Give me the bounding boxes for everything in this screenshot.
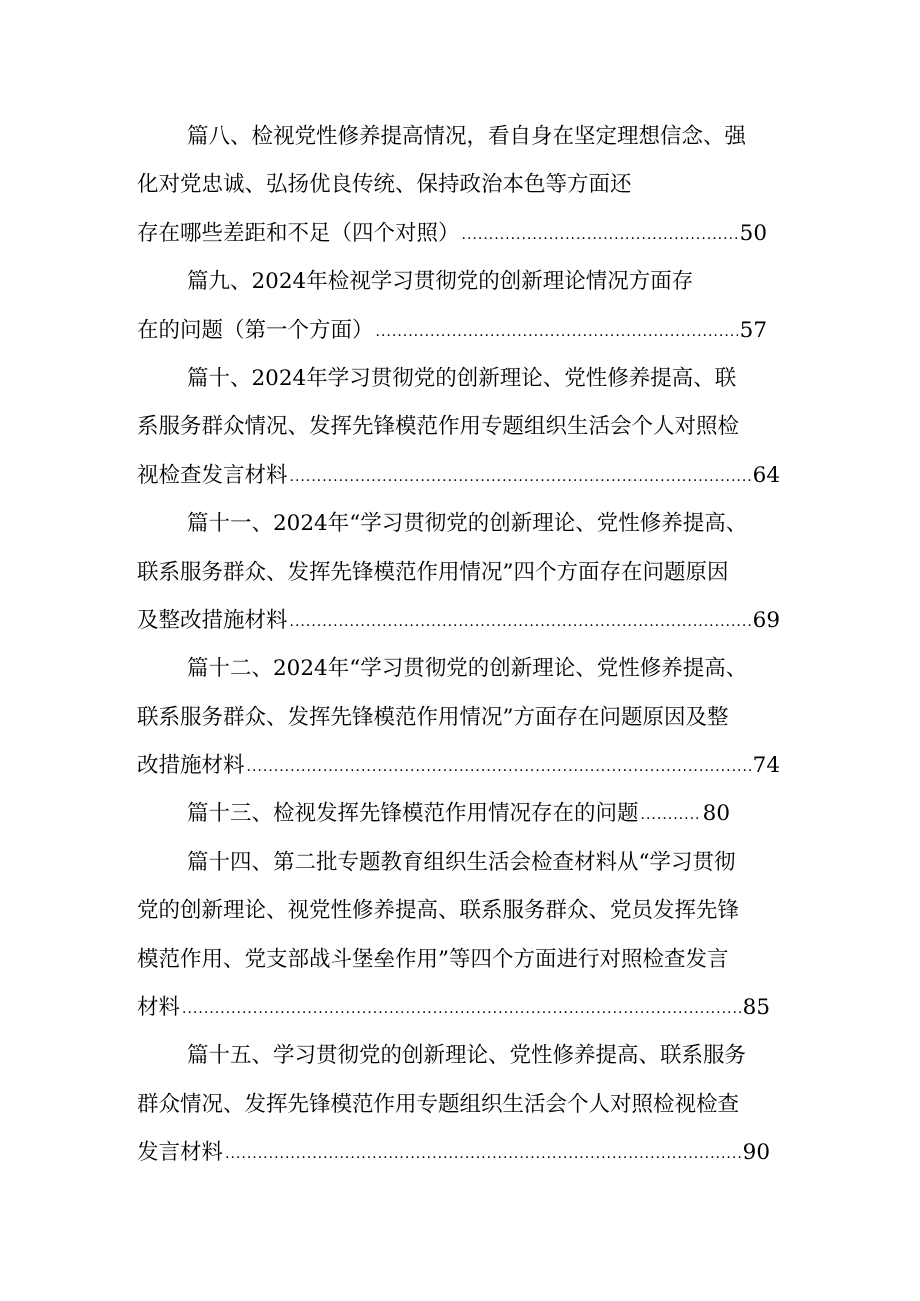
toc-entry-title-end: 篇十三、检视发挥先锋模范作用情况存在的问题 — [187, 801, 639, 827]
dot-leader — [225, 1130, 741, 1178]
toc-entry-line: 篇十、2024年学习贯彻党的创新理论、党性修养提高、联 — [187, 365, 737, 391]
toc-entry-line: 篇十四、第二批专题教育组织生活会检查材料从“学习贯彻 — [187, 849, 736, 875]
toc-entry-title-end: 存在哪些差距和不足（四个对照） — [137, 220, 460, 246]
dot-leader — [182, 985, 741, 1033]
toc-entry-title-end: 材料 — [137, 995, 181, 1021]
toc-entry-last-line — [137, 452, 797, 500]
toc-entry-line: 群众情况、发挥先锋模范作用专题组织生活会个人对照检视检查 — [137, 1091, 740, 1117]
toc-entry[interactable] — [137, 1032, 797, 1177]
toc-entry[interactable] — [137, 839, 797, 1033]
page-number: 50 — [739, 220, 767, 246]
dot-leader — [290, 453, 751, 501]
dot-leader — [462, 211, 738, 259]
toc-entry-line: 篇十二、2024年“学习贯彻党的创新理论、党性修养提高、 — [187, 656, 748, 682]
toc-entry-last-line — [137, 790, 797, 838]
toc-entry[interactable] — [137, 258, 797, 355]
toc-entry-line: 篇九、2024年检视学习贯彻党的创新理论情况方面存 — [187, 269, 694, 295]
toc-entry-line: 篇十一、2024年“学习贯彻党的创新理论、党性修养提高、 — [187, 511, 748, 537]
toc-entry[interactable] — [137, 113, 797, 258]
toc-entry[interactable] — [137, 355, 797, 500]
toc-entry-line: 党的创新理论、视党性修养提高、联系服务群众、党员发挥先锋 — [137, 898, 740, 924]
toc-entry-last-line — [137, 742, 797, 790]
dot-leader — [641, 791, 701, 839]
page-number: 80 — [702, 801, 730, 827]
toc-entry-line: 系服务群众情况、发挥先锋模范作用专题组织生活会个人对照检 — [137, 414, 740, 440]
toc-entry-last-line — [137, 210, 797, 258]
page-number: 64 — [752, 462, 780, 488]
dot-leader — [376, 308, 738, 356]
page-number: 74 — [752, 753, 780, 779]
page-number: 85 — [742, 995, 770, 1021]
dot-leader — [290, 598, 751, 646]
toc-entry[interactable] — [137, 790, 797, 838]
toc-entry-last-line — [137, 307, 797, 355]
toc-entry-line: 联系服务群众、发挥先锋模范作用情况”方面存在问题原因及整 — [137, 704, 729, 730]
table-of-contents — [137, 113, 797, 1178]
toc-entry[interactable] — [137, 645, 797, 790]
toc-entry-line: 篇八、检视党性修养提高情况，看自身在坚定理想信念、强 — [187, 124, 747, 149]
page-number: 57 — [739, 317, 767, 343]
toc-entry-title-end: 及整改措施材料 — [137, 607, 288, 633]
toc-entry-line: 联系服务群众、发挥先锋模范作用情况”四个方面存在问题原因 — [137, 559, 729, 585]
toc-entry-title-end: 在的问题（第一个方面） — [137, 317, 374, 343]
toc-entry-title-end: 视检查发言材料 — [137, 462, 288, 488]
toc-entry-title-end: 改措施材料 — [137, 753, 245, 779]
page-number: 69 — [752, 607, 780, 633]
dot-leader — [247, 743, 751, 791]
toc-entry-last-line — [137, 597, 797, 645]
toc-entry-line: 篇十五、学习贯彻党的创新理论、党性修养提高、联系服务 — [187, 1043, 747, 1069]
toc-entry-line: 模范作用、党支部战斗堡垒作用”等四个方面进行对照检查发言 — [137, 946, 729, 972]
toc-entry-line: 化对党忠诚、弘扬优良传统、保持政治本色等方面还 — [137, 172, 632, 198]
page-number: 90 — [742, 1140, 770, 1166]
toc-entry-last-line — [137, 1129, 797, 1177]
toc-entry[interactable] — [137, 500, 797, 645]
toc-entry-last-line — [137, 984, 797, 1032]
toc-entry-title-end: 发言材料 — [137, 1140, 224, 1166]
